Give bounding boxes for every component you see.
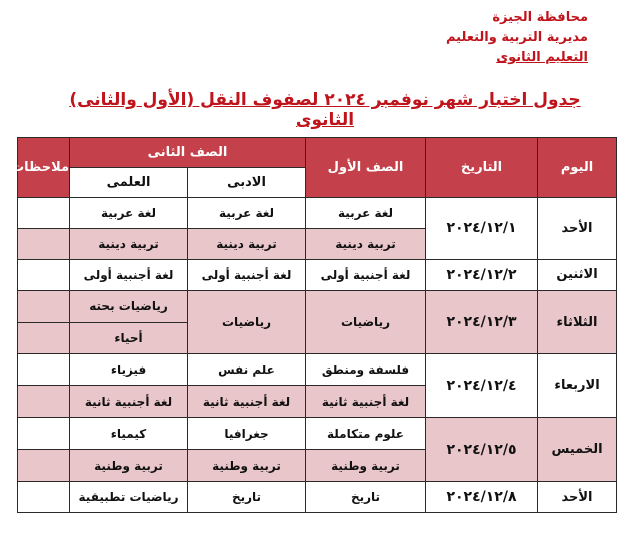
header-day: اليوم: [538, 138, 617, 198]
cell-date: ٢٠٢٤/١٢/٤: [426, 354, 538, 418]
header-scientific: العلمى: [70, 168, 188, 198]
cell-literary: رياضيات: [188, 290, 306, 354]
cell-day: الثلاثاء: [538, 290, 617, 354]
cell-day: الأحد: [538, 482, 617, 513]
cell-day: الاربعاء: [538, 354, 617, 418]
header-date: التاريخ: [426, 138, 538, 198]
header-second-grade: الصف الثانى: [70, 138, 306, 168]
org-governorate: محافظة الجيزة: [492, 10, 588, 25]
cell-notes: [18, 450, 70, 482]
cell-notes: [18, 418, 70, 450]
cell-literary: تاريخ: [188, 482, 306, 513]
header-first-grade: الصف الأول: [306, 138, 426, 198]
exam-schedule-table: [11, 137, 617, 513]
cell-first: لغة أجنبية ثانية: [306, 386, 426, 418]
cell-notes: [18, 482, 70, 513]
cell-literary: لغة أجنبية أولى: [188, 259, 306, 290]
cell-scientific: كيمياء: [70, 418, 188, 450]
cell-date: ٢٠٢٤/١٢/١: [426, 198, 538, 260]
cell-literary: لغة عربية: [188, 198, 306, 229]
cell-first: علوم متكاملة: [306, 418, 426, 450]
cell-date: ٢٠٢٤/١٢/٢: [426, 259, 538, 290]
cell-date: ٢٠٢٤/١٢/٨: [426, 482, 538, 513]
cell-day: الخميس: [538, 418, 617, 482]
cell-literary: تربية دينية: [188, 228, 306, 259]
cell-literary: جغرافيا: [188, 418, 306, 450]
cell-day: الاثنين: [538, 259, 617, 290]
cell-notes: [18, 259, 70, 290]
cell-scientific: فيزياء: [70, 354, 188, 386]
cell-scientific: تربية دينية: [70, 228, 188, 259]
cell-scientific: أحياء: [70, 322, 188, 354]
org-department: التعليم الثانوى: [496, 50, 588, 65]
cell-first: تاريخ: [306, 482, 426, 513]
header-literary: الادبى: [188, 168, 306, 198]
cell-notes: [18, 322, 70, 354]
cell-notes: [18, 290, 70, 322]
cell-date: ٢٠٢٤/١٢/٣: [426, 290, 538, 354]
cell-scientific: تربية وطنية: [70, 450, 188, 482]
cell-literary: لغة أجنبية ثانية: [188, 386, 306, 418]
cell-day: الأحد: [538, 198, 617, 260]
cell-scientific: رياضيات بحته: [70, 290, 188, 322]
cell-literary: تربية وطنية: [188, 450, 306, 482]
cell-scientific: لغة عربية: [70, 198, 188, 229]
org-directorate: مديرية التربية والتعليم: [445, 30, 588, 45]
cell-scientific: رياضيات تطبيقية: [70, 482, 188, 513]
cell-scientific: لغة أجنبية ثانية: [70, 386, 188, 418]
cell-first: تربية دينية: [306, 228, 426, 259]
cell-literary: علم نفس: [188, 354, 306, 386]
cell-notes: [18, 386, 70, 418]
cell-first: تربية وطنية: [306, 450, 426, 482]
cell-first: لغة عربية: [306, 198, 426, 229]
cell-notes: [18, 228, 70, 259]
cell-first: فلسفة ومنطق: [306, 354, 426, 386]
page-title: جدول اختبار شهر نوفمبر ٢٠٢٤ لصفوف النقل (الأول والثانى) الثانوى: [69, 90, 581, 130]
cell-first: لغة أجنبية أولى: [306, 259, 426, 290]
cell-scientific: لغة أجنبية أولى: [70, 259, 188, 290]
cell-notes: [18, 198, 70, 229]
cell-notes: [18, 354, 70, 386]
header-notes: ملاحظات: [18, 138, 70, 198]
cell-date: ٢٠٢٤/١٢/٥: [426, 418, 538, 482]
cell-first: رياضيات: [306, 290, 426, 354]
